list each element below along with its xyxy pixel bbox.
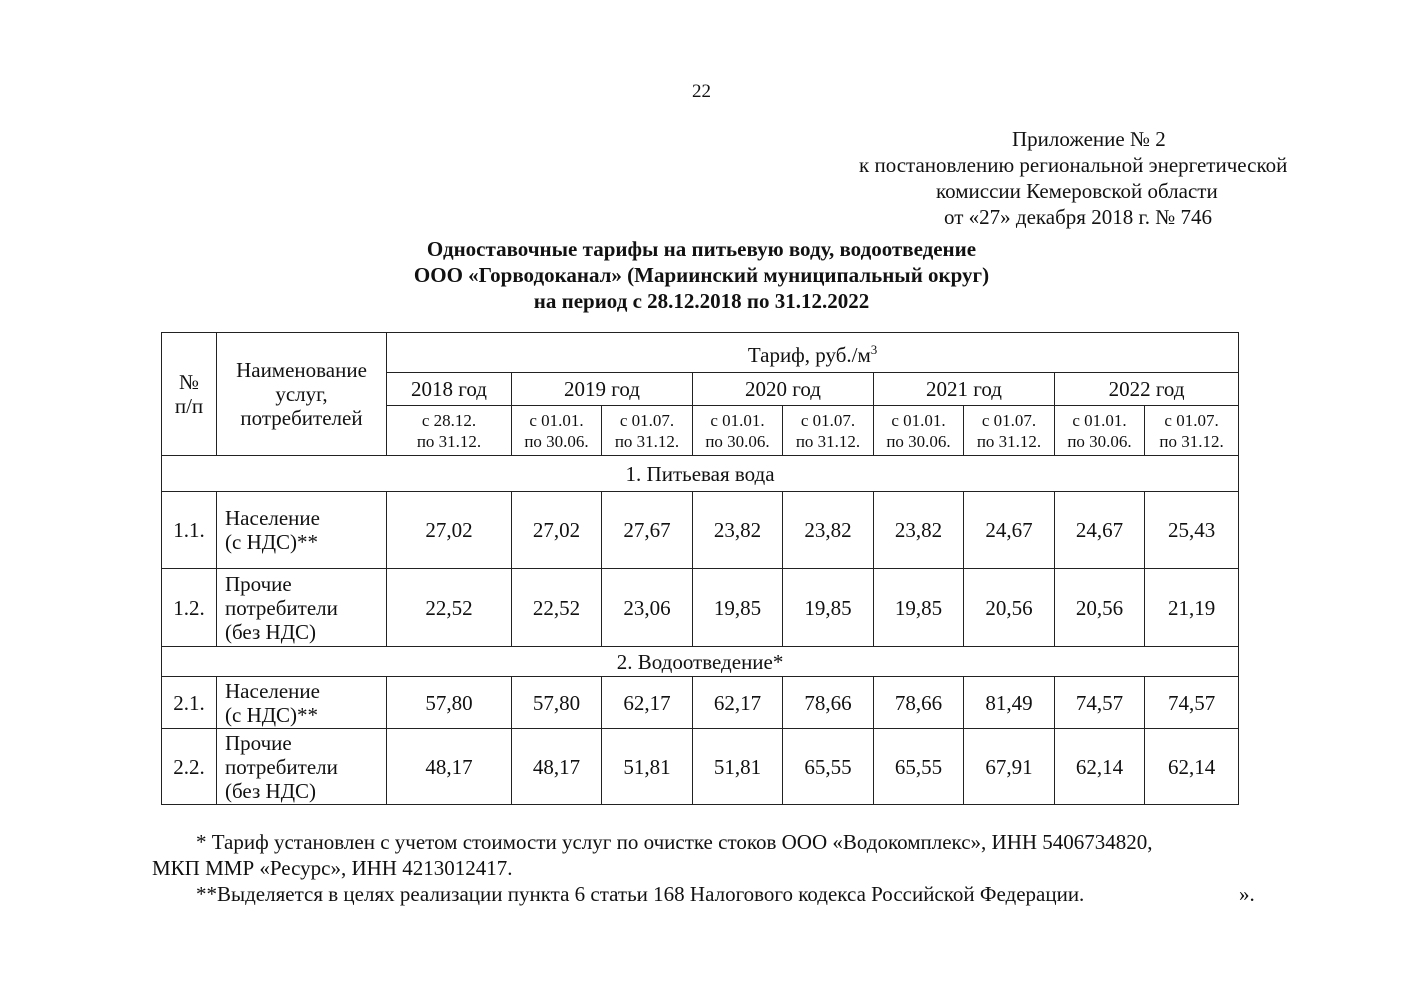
value-cell: 19,85 <box>874 569 964 647</box>
value-cell: 48,17 <box>387 729 512 805</box>
value-cell: 78,66 <box>783 677 874 729</box>
section-title: 2. Водоотведение* <box>162 647 1239 677</box>
header-row-tariff <box>162 333 1239 373</box>
value-cell: 62,17 <box>602 677 693 729</box>
year-2019: 2019 год <box>512 373 693 406</box>
value-cell: 22,52 <box>512 569 602 647</box>
value-cell: 81,49 <box>964 677 1055 729</box>
row-num: 2.1. <box>162 677 217 729</box>
value-cell: 19,85 <box>783 569 874 647</box>
value-cell: 23,82 <box>693 492 783 569</box>
value-cell: 62,14 <box>1055 729 1145 805</box>
row-name-line: (с НДС)** <box>225 530 319 554</box>
tariff-label: Тариф, руб./м <box>747 343 871 367</box>
period-to: по 30.06. <box>705 431 770 451</box>
value-cell: 57,80 <box>387 677 512 729</box>
period-cell <box>602 406 693 456</box>
value-cell: 67,91 <box>964 729 1055 805</box>
value-cell: 51,81 <box>602 729 693 805</box>
row-name <box>217 729 387 805</box>
value-cell: 23,82 <box>783 492 874 569</box>
row-name-line: (без НДС) <box>225 778 317 803</box>
period-cell <box>783 406 874 456</box>
period-cell <box>512 406 602 456</box>
tariff-table <box>161 332 1239 805</box>
period-from: с 01.07. <box>800 410 856 430</box>
period-cell <box>387 406 512 456</box>
value-cell: 21,19 <box>1145 569 1239 647</box>
period-to: по 30.06. <box>524 431 589 451</box>
period-to: по 31.12. <box>614 431 680 451</box>
row-name-line: Население <box>225 506 320 530</box>
year-2022: 2022 год <box>1055 373 1239 406</box>
period-to: по 30.06. <box>886 431 951 451</box>
footnote-2 <box>152 881 1272 907</box>
row-num: 1.1. <box>162 492 217 569</box>
period-from: с 01.01. <box>529 410 584 430</box>
period-cell <box>1145 406 1239 456</box>
closing-quote: ». <box>1239 882 1255 906</box>
header-num-line-1: № <box>178 370 200 394</box>
period-from: с 01.01. <box>710 410 765 430</box>
title-line-2: ООО «Горводоканал» (Мариинский муниципальный округ) <box>413 263 990 287</box>
value-cell: 23,06 <box>602 569 693 647</box>
period-cell <box>693 406 783 456</box>
value-cell: 25,43 <box>1145 492 1239 569</box>
row-name-line: (без НДС) <box>225 619 317 644</box>
row-num: 2.2. <box>162 729 217 805</box>
table-row-2-2 <box>162 729 1239 805</box>
period-cell <box>874 406 964 456</box>
header-num <box>162 333 217 456</box>
value-cell: 27,02 <box>512 492 602 569</box>
value-cell: 78,66 <box>874 677 964 729</box>
value-cell: 74,57 <box>1055 677 1145 729</box>
row-name-line: Население <box>225 678 320 703</box>
value-cell: 62,17 <box>693 677 783 729</box>
appendix-line-1: Приложение № 2 <box>1012 127 1166 151</box>
value-cell: 27,67 <box>602 492 693 569</box>
value-cell: 22,52 <box>387 569 512 647</box>
section-title: 1. Питьевая вода <box>162 456 1239 492</box>
row-name <box>217 569 387 647</box>
row-name-line: (с НДС)** <box>225 702 319 727</box>
table-row-1-1 <box>162 492 1239 569</box>
period-from: с 01.01. <box>891 410 946 430</box>
value-cell: 62,14 <box>1145 729 1239 805</box>
table-row-2-1 <box>162 677 1239 729</box>
value-cell: 27,02 <box>387 492 512 569</box>
row-name <box>217 677 387 729</box>
table-body <box>162 333 1239 805</box>
value-cell: 20,56 <box>1055 569 1145 647</box>
period-from: с 28.12. <box>421 410 477 430</box>
value-cell: 48,17 <box>512 729 602 805</box>
period-to: по 31.12. <box>976 431 1042 451</box>
period-cell <box>1055 406 1145 456</box>
period-cell <box>964 406 1055 456</box>
period-from: с 01.07. <box>1164 410 1219 430</box>
section-row-drinking-water <box>162 456 1239 492</box>
header-num-line-2: п/п <box>174 394 204 418</box>
period-to: по 31.12. <box>1159 431 1224 451</box>
value-cell: 74,57 <box>1145 677 1239 729</box>
title-line-3: на период с 28.12.2018 по 31.12.2022 <box>533 289 870 313</box>
appendix-line-2: к постановлению региональной энергетической <box>859 153 1288 177</box>
row-name-line: Прочие <box>225 571 292 596</box>
row-name-line: потребители <box>225 754 338 779</box>
period-from: с 01.07. <box>981 410 1037 430</box>
value-cell: 24,67 <box>964 492 1055 569</box>
period-to: по 31.12. <box>416 431 482 451</box>
header-name-line-1: Наименование <box>236 358 367 382</box>
document-title <box>0 236 1403 314</box>
value-cell: 24,67 <box>1055 492 1145 569</box>
value-cell: 57,80 <box>512 677 602 729</box>
year-2021: 2021 год <box>874 373 1055 406</box>
row-num: 1.2. <box>162 569 217 647</box>
header-name-line-2: услуг, <box>275 382 328 406</box>
row-name-line: потребители <box>225 595 338 620</box>
section-row-wastewater <box>162 647 1239 677</box>
value-cell: 19,85 <box>693 569 783 647</box>
appendix-line-3: комиссии Кемеровской области <box>936 179 1218 203</box>
footnote-2-text: **Выделяется в целях реализации пункта 6 статьи 168 Налогового кодекса Российской Федерации. <box>196 882 1085 906</box>
year-2020: 2020 год <box>693 373 874 406</box>
header-tariff <box>387 333 1239 373</box>
table-row-1-2 <box>162 569 1239 647</box>
footnote-1-continuation: МКП ММР «Ресурс», ИНН 4213012417. <box>152 856 513 880</box>
header-name <box>217 333 387 456</box>
value-cell: 65,55 <box>874 729 964 805</box>
footnote-1: * Тариф установлен с учетом стоимости услуг по очистке стоков ООО «Водокомплекс», ИНН 5406734820, <box>196 830 1153 854</box>
value-cell: 20,56 <box>964 569 1055 647</box>
value-cell: 51,81 <box>693 729 783 805</box>
period-to: по 30.06. <box>1067 431 1132 451</box>
row-name <box>217 492 387 569</box>
tariff-unit-sup: 3 <box>870 342 878 357</box>
title-line-1: Одноставочные тарифы на питьевую воду, водоотведение <box>426 237 977 261</box>
value-cell: 23,82 <box>874 492 964 569</box>
appendix-line-4: от «27» декабря 2018 г. № 746 <box>944 205 1212 229</box>
value-cell: 65,55 <box>783 729 874 805</box>
year-2018: 2018 год <box>387 373 512 406</box>
row-name-line: Прочие <box>225 730 292 755</box>
period-from: с 01.01. <box>1072 410 1127 430</box>
period-to: по 31.12. <box>795 431 861 451</box>
footnotes <box>152 829 1272 907</box>
page-number: 22 <box>692 81 711 102</box>
header-name-line-3: потребителей <box>240 406 363 430</box>
period-from: с 01.07. <box>619 410 675 430</box>
